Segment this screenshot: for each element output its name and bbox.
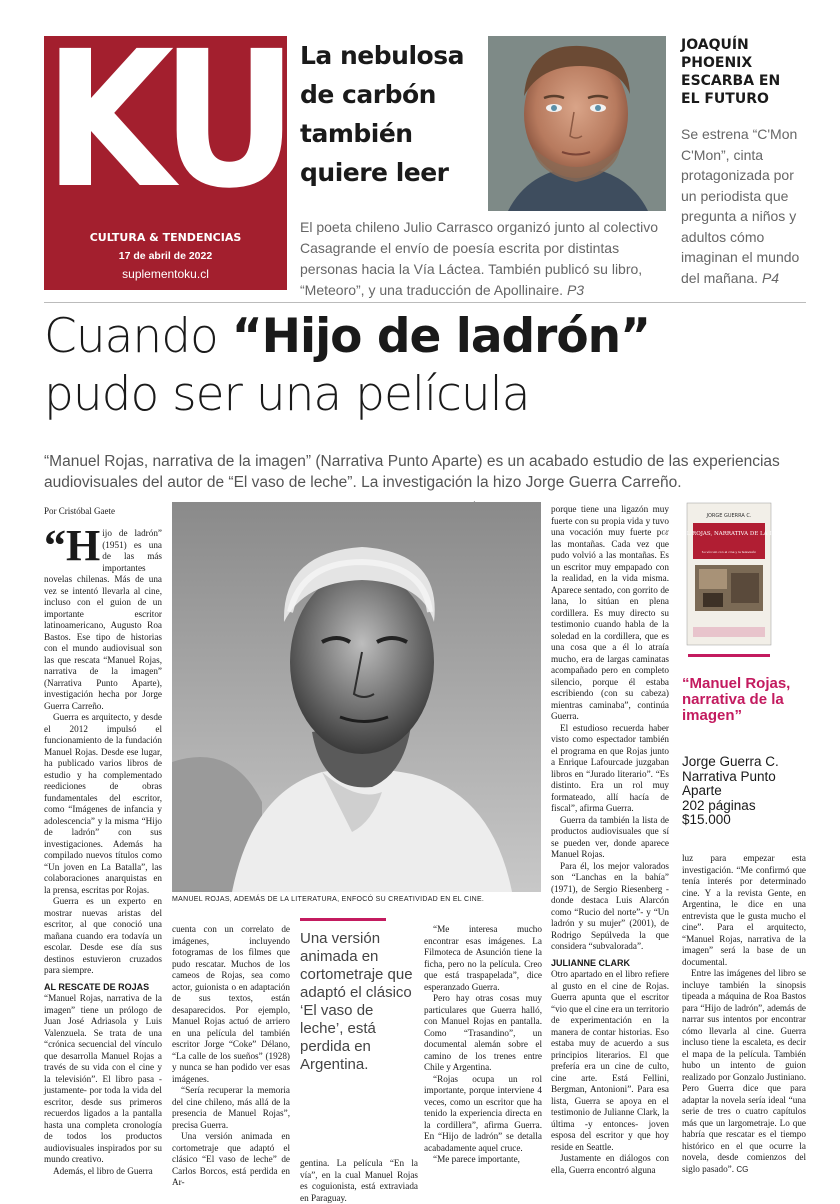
paragraph: Pero hay otras cosas muy particulares que Guerra halló, con Manuel Rojas en pantalla. Como “Trasandino”, un documental alemán sobre el camino de los trenes entre Chile y Argentina. xyxy=(424,993,542,1072)
teaser1-page-ref[interactable]: P3 xyxy=(566,282,585,298)
paragraph: porque tiene una ligazón muy fuerte con su propia vida y tuvo una vocación muy fuerte por las montañas. Cada vez que pudo volvió a las montañas. Es un escritor muy empapado con la realidad, en la vida misma. Aparece sentado, con gorrito de lana, lo sitúan en plena cordillera. Es muy directo su testimonio cuando habla de la soledad en la cordillera, que es una cosa que a él lo atraía mucho, era de largas caminatas acompañado pero en completo silencio, porque él estaba escribiendo (con su cabeza) mientras caminaba”, continúa Guerra. xyxy=(551,504,669,721)
paragraph: Además, el libro de Guerra xyxy=(53,1165,153,1176)
book-accent-bar xyxy=(688,654,770,657)
teaser2-page-ref[interactable]: P4 xyxy=(761,269,780,286)
paragraph: Para él, los mejor valorados son “Lanchas en la bahía” (1971), de Sergio Riesenberg -donde destaca Luis Alarcón como “Rucio del norte”- y “Un ladrón y su mujer” (2001), de Rodrigo Sepúlveda la que considera “subvalorada”. xyxy=(551,860,669,951)
article-column-3 xyxy=(300,1158,418,1204)
pullquote: Una versión animada en cortometraje que adaptó el clásico ‘El vaso de leche’, está perdida en Argentina. xyxy=(300,930,413,1073)
book-cover-subtitle: Su vínculo con el cine y la televisión xyxy=(701,550,757,554)
paragraph: “Sería recuperar la memoria del cine chileno, más allá de la presencia de Manuel Rojas”, precisa Guerra. xyxy=(172,1085,290,1130)
ku-logo: KU xyxy=(44,10,288,230)
paragraph: “Me interesa mucho encontrar esas imágenes. La Filmoteca de Asunción tiene la ficha, pero no la película. Creo que está traspapelada”, dice esperanzado Guerra. xyxy=(424,924,542,992)
headline-bold: “Hijo de ladrón” xyxy=(231,309,651,364)
teaser2-text: Se estrena “C'Mon C'Mon”, cinta protagonizada por un periodista que pregunta a niños y adultos cómo imaginan el mundo del mañana. xyxy=(681,126,800,286)
header-divider xyxy=(44,302,806,303)
book-title: “Manuel Rojas, narrativa de la imagen” xyxy=(682,675,791,724)
paragraph: “Rojas ocupa un rol importante, porque interviene 4 veces, como un escritor que ha tenido la experiencia directa en la cordillera”, afirma Guerra. En “Hijo de ladrón” se detalla acabadamente aquel cruce. xyxy=(424,1073,542,1153)
paragraph: Otro apartado en el libro refiere al gusto en el cine de Rojas. Guerra apunta que el escritor “vio que el cine era un territorio de experimentación en la manera de contar historias. Eso estaba muy de acuerdo a sus principios literarios. El que prefería era un cine de culto, cine arte. Está Fellini, Bergman, Antonioni”. Para esa lista, Guerra se apoya en el testimonio de Julianne Clark, la última -y entonces- joven esposa del escritor y que hoy reside en Seattle. xyxy=(551,969,669,1152)
book-price: $15.000 xyxy=(682,812,731,827)
book-cover-author: JORGE GUERRA C. xyxy=(706,513,752,519)
book-pages: 202 páginas xyxy=(682,797,756,813)
paragraph-text: Entre las imágenes del libro se incluye también la sinopsis tipeada a máquina de Roa Bastos para “Hijo de ladrón”, además de narrar sus intentos por encontrar cómo llevarla al cine. Guerra incluso tiene la escaleta, es decir el mapa de la película. También hubo un intento de guion realizado por Gonzalo Justiniano. Pero Guerra dice que para adaptar la novela sería ideal “una serie de tres o cuatro capítulos más que un largometraje. Lo que habría que rescatar es el tiempo histórico en el que ocurre la novela, desde comienzos del siglo pasado”. xyxy=(682,968,806,1174)
paragraph: “Me parece importante, xyxy=(433,1154,520,1164)
teaser1-portrait-photo xyxy=(488,36,666,211)
subhead: AL RESCATE DE ROJAS xyxy=(44,981,150,992)
article-column-6 xyxy=(682,853,806,1175)
paragraph: Una versión animada en cortometraje que adaptó el clásico “El vaso de leche” de Carlos Borcos, está perdida en Ar- xyxy=(172,1131,290,1187)
issue-date: 17 de abril de 2022 xyxy=(118,250,213,262)
drop-cap: “H xyxy=(44,521,101,570)
manuel-rojas-photo xyxy=(172,502,541,892)
section-label: CULTURA & TENDENCIAS xyxy=(89,231,242,244)
paragraph: “Manuel Rojas, narrativa de la imagen” tiene un prólogo de Juan José Adriasola y Luis Valenzuela. Se trata de una “crónica secuencial del vínculo que desarrolla Manuel Rojas a través de su vida con el cine y la televisión”. El libro pasa -justamente- por toda la vida del escritor, desde sus primeros recuerdos ligados a la pantalla hasta una completa cronología de todos los productos audiovisuales inspirados por su mundo creativo. xyxy=(44,993,162,1164)
teaser2-title[interactable]: JOAQUÍN PHOENIX ESCARBA EN EL FUTURO xyxy=(681,37,781,107)
teaser1-title[interactable]: La nebulosa de carbón también quiere leer xyxy=(300,41,464,187)
paragraph xyxy=(44,521,162,712)
article-column-4 xyxy=(424,924,542,1166)
article-column-1 xyxy=(44,521,162,1177)
paragraph-text: ijo de ladrón” (1951) es una de las más importantes novelas chilenas. Más de una vez se intentó llevarla al cine, incluso con el guion de un importante escritor latinoamericano, Augusto Roa Bastos. Ese tipo de historias con el mundo audiovisual son las que rescata “Manuel Rojas, narrativa de la imagen” (Narrativa Punto Aparte), investigación hecha por Jorge Guerra Carreño. xyxy=(44,528,162,711)
subhead: JULIANNE CLARK xyxy=(551,957,631,968)
paragraph: luz para empezar esta investigación. “Me confirmó que tenía interés por determinado cine. Y a la revista Gente, en Argentina, le dice en una entrevista que le gusta mucho el cine”. Para el arquitecto, “Manuel Rojas, narrativa de la imagen” será la base de un documental. xyxy=(682,853,806,967)
article-column-2 xyxy=(172,924,290,1189)
photo-caption: MANUEL ROJAS, ADEMÁS DE LA LITERATURA, ENFOCÓ SU CREATIVIDAD EN EL CINE. xyxy=(172,896,485,903)
svg-text:MANUEL ROJAS, NARRATIVA DE LA xyxy=(664,531,795,537)
paragraph: Guerra es arquitecto, y desde el 2012 impulsó el funcionamiento de la fundación Manuel Rojas. Desde ese lugar, ha publicado varios libros de estudio y ha complementado reediciones de obras fundamentales del escritor, como “Imágenes de infancia y adolescencia” y la misma “Hijo de ladrón” con sus investigaciones. Además ha compilado nuevos títulos como “Un joven en La Batalla”, las colaboraciones anarquistas en la prensa, escritas por Rojas. xyxy=(44,712,162,895)
site-url[interactable]: suplementoku.cl xyxy=(122,267,209,281)
byline: Por Cristóbal Gaete xyxy=(44,506,115,516)
teaser1-text: El poeta chileno Julio Carrasco organizó junto al colectivo Casagrande el envío de poesía escrita por distintas personas hacia la Vía Láctea. También publicó su libro, “Meteoro”, y una traducción de Apollinaire. xyxy=(300,219,658,298)
book-publisher: Narrativa Punto Aparte xyxy=(682,768,776,798)
teaser2-body xyxy=(681,124,806,288)
book-author: Jorge Guerra C. xyxy=(682,754,779,769)
article-deck: “Manuel Rojas, narrativa de la imagen” (Narrativa Punto Aparte) es un acabado estudio de las experiencias audiovisuales del autor de “El vaso de leche”. La investigación la hizo Jorge Guerra Carreño. xyxy=(44,453,780,491)
book-cover-title: MANUEL ROJAS, NARRATIVA DE LA IMAGEN xyxy=(663,531,795,537)
paragraph: gentina. La película “En la vía”, en la cual Manuel Rojas es coguionista, está extraviada en Paraguay. xyxy=(300,1158,418,1203)
paragraph xyxy=(682,968,806,1175)
paragraph: Guerra da también la lista de productos audiovisuales que sí se pueden ver, donde aparece Manuel Rojas. xyxy=(551,814,669,859)
teaser1-body xyxy=(300,217,670,301)
paragraph: Justamente en diálogos con ella, Guerra encontró alguna xyxy=(551,1153,669,1175)
end-mark: CG xyxy=(736,1164,749,1174)
main-headline xyxy=(44,308,806,424)
paragraph: cuenta con un correlato de imágenes, incluyendo fotogramas de los filmes que pudo rescatar. Muchos de los cameos de Rojas, sea como actor, guionista o en adaptación de sus textos, están desaparecidos. Por ejemplo, Manuel Rojas actuó de arriero en una película del también escritor Jorge “Coke” Délano, “La calle de los sueños” (1928) y nunca se han podido ver esas imágenes. xyxy=(172,924,290,1084)
headline-post: pudo ser una película xyxy=(44,367,530,422)
article-column-5 xyxy=(551,504,669,1176)
headline-pre: Cuando xyxy=(44,309,232,364)
paragraph: El estudioso recuerda haber visto como espectador también el programa en que Rojas junto a Enrique Lafourcade juzgaban libros en “Jurado literario”. “Es distinto. Era un rol muy formateado, allí hacía de fiscal”, afirma Guerra. xyxy=(551,722,669,813)
book-cover[interactable] xyxy=(663,503,795,645)
paragraph: Guerra es un experto en mostrar nuevas aristas del escritor, al que conoció una mañana cuando era todavía un escolar. Desde ese día sus destinos estuvieron cruzados para siempre. xyxy=(44,896,162,975)
ku-logo-block xyxy=(44,10,288,290)
book-info xyxy=(682,755,806,828)
